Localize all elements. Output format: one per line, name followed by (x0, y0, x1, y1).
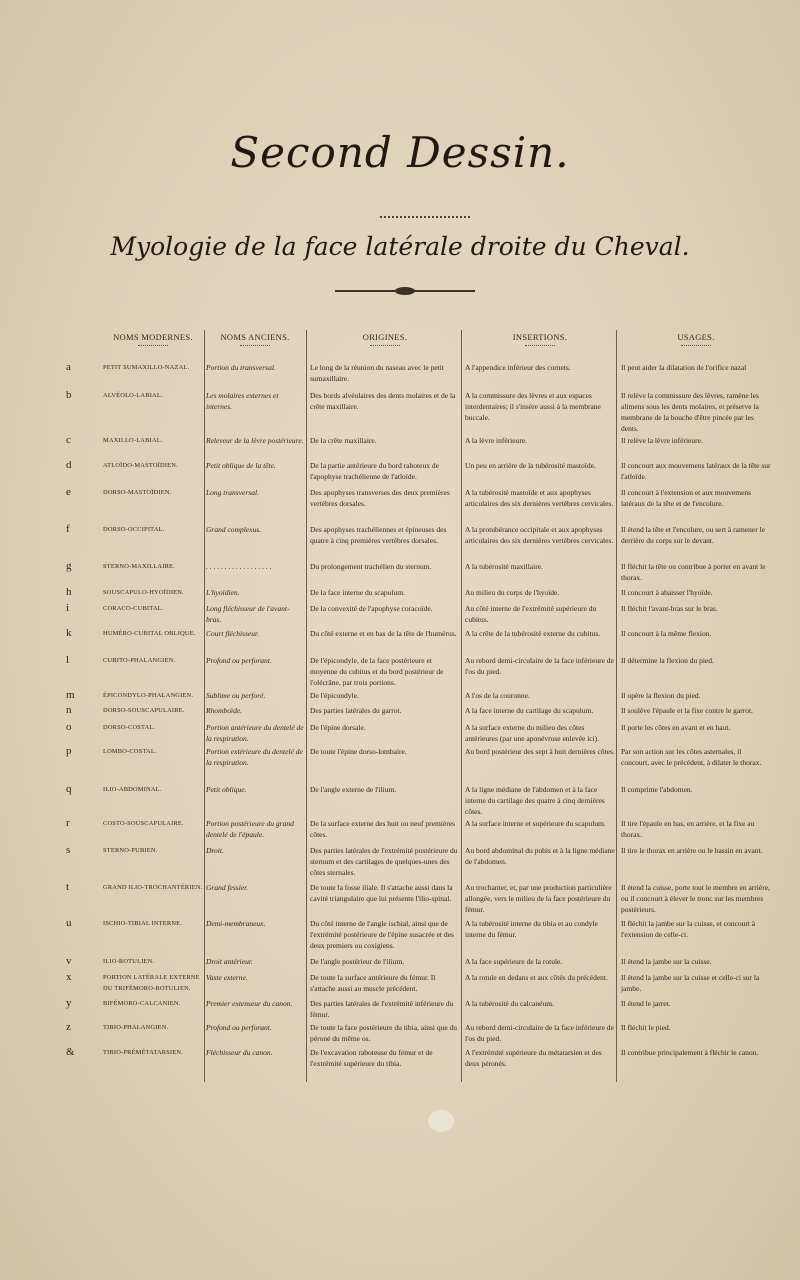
modern-name-cell: DORSO-OCCIPITAL. (103, 526, 165, 533)
ancient-name-cell: Fléchisseur du canon. (206, 1048, 273, 1057)
insertion-cell: Au trochanter, et, par une production particulière allongée, vers le milieu de la face postérieure du fémur. (465, 883, 612, 914)
row-letter: r (66, 817, 70, 829)
ancient-name-cell: Portion antérieure du dentelé de la respiration. (206, 723, 304, 743)
row-letter: d (66, 459, 72, 471)
row-letter: u (66, 917, 72, 929)
ancient-name-cell: Rhomboïde. (206, 706, 243, 715)
row-letter: b (66, 389, 72, 401)
usage-cell: Il étend la tête et l'encolure, ou sert à ramener le derrière du corps sur le devant. (621, 525, 765, 545)
header-insertions: INSERTIONS. (465, 332, 615, 346)
usage-cell: Il concourt à abaisser l'hyoïde. (621, 588, 713, 597)
modern-name-cell: ATLOÏDO-MASTOÏDIEN. (103, 462, 178, 469)
origin-cell: De l'excavation raboteuse du fémur et de l'extrémité supérieure du tibia. (310, 1048, 433, 1068)
ancient-name-cell: Sublime ou perforé. (206, 691, 266, 700)
insertion-cell: A la protubérance occipitale et aux apophyses articulaires des six dernières vertèbres cervicales. (465, 525, 614, 545)
modern-name-cell: ILIO-ROTULIEN. (103, 958, 155, 965)
origin-cell: De l'épicondyle. (310, 691, 359, 700)
origin-cell: De l'angle postérieur de l'ilium. (310, 957, 405, 966)
insertion-cell: A la lèvre inférieure. (465, 436, 528, 445)
ancient-name-cell: Droit. (206, 846, 224, 855)
column-divider (616, 330, 617, 1082)
row-letter: x (66, 971, 72, 983)
modern-name-cell: HUMÉRO-CUBITAL OBLIQUE. (103, 630, 196, 637)
origin-cell: De la convexité de l'apophyse coracoïde. (310, 604, 433, 613)
origin-cell: De la face interne du scapulum. (310, 588, 405, 597)
modern-name-cell: ALVÉOLO-LABIAL. (103, 392, 163, 399)
row-letter: t (66, 881, 70, 893)
usage-cell: Il relève la lèvre inférieure. (621, 436, 703, 445)
usage-cell: Il tire le thorax en arrière ou le bassin en avant. (621, 846, 763, 855)
usage-cell: Il étend la jambe sur la cuisse et celle-ci sur la jambe. (621, 973, 760, 993)
modern-name-cell: PETIT SUMAXILLO-NAZAL. (103, 364, 190, 371)
origin-cell: Des apophyses trachéliennes et épineuses des quatre à cinq premières vertèbres dorsales. (310, 525, 447, 545)
origin-cell: De l'épine dorsale. (310, 723, 366, 732)
origin-cell: Des bords alvéolaires des dents molaires et de la crête maxillaire. (310, 391, 456, 411)
insertion-cell: A la rotule en dedans et aux côtés du précédent. (465, 973, 608, 982)
insertion-cell: A la tubérosité interne du tibia et au condyle interne du fémur. (465, 919, 598, 939)
ancient-name-cell: Portion du transversal. (206, 363, 276, 372)
origin-cell: De toute la face postérieure du tibia, ainsi que du péroné du même os. (310, 1023, 458, 1043)
origin-cell: Des parties latérales du garrot. (310, 706, 402, 715)
usage-cell: Il concourt aux mouvemens latéraux de la tête sur l'atloïde. (621, 461, 771, 481)
row-letter: z (66, 1021, 71, 1033)
header-modern-names: NOMS MODERNES. (103, 332, 203, 346)
header-origins: ORIGINES. (310, 332, 460, 346)
insertion-cell: A la tubérosité mastoïde et aux apophyses articulaires des six dernières vertèbres cervicales. (465, 488, 614, 508)
modern-name-cell: ÉPICONDYLO-PHALANGIEN. (103, 692, 194, 699)
insertion-cell: A la tubérosité du calcanéum. (465, 999, 554, 1008)
row-letter: y (66, 997, 72, 1009)
usage-cell: Il relève la commissure des lèvres, ramène les alimens sous les dents molaires, et préserve la membrane de la bouche d'être pincée par les dents. (621, 391, 759, 433)
row-letter: s (66, 844, 71, 856)
usage-cell: Il concourt à la même flexion. (621, 629, 712, 638)
insertion-cell: Au bord postérieur des sept à huit dernières côtes. (465, 747, 615, 756)
modern-name-cell: ISCHIO-TIBIAL INTERNE. (103, 920, 183, 927)
page-subtitle: Myologie de la face latérale droite du Cheval. (110, 232, 690, 261)
modern-name-cell: SOUSCAPULO-HYOÏDIEN. (103, 589, 184, 596)
row-letter: v (66, 955, 72, 967)
insertion-cell: Au bord abdominal du pubis et à la ligne médiane de l'abdomen. (465, 846, 615, 866)
modern-name-cell: DORSO-SOUSCAPULAIRE. (103, 707, 185, 714)
insertion-cell: A la tubérosité maxillaire. (465, 562, 543, 571)
row-letter: l (66, 654, 70, 666)
modern-name-cell: TIBIO-PHALANGIEN. (103, 1024, 169, 1031)
usage-cell: Il comprime l'abdomen. (621, 785, 693, 794)
row-letter: & (66, 1046, 75, 1058)
insertion-cell: Au milieu du corps de l'hyoïde. (465, 588, 560, 597)
insertion-cell: Au rebord demi-circulaire de la face inférieure de l'os du pied. (465, 656, 614, 676)
paper-stain (428, 1110, 454, 1132)
modern-name-cell: DORSO-COSTAL. (103, 724, 156, 731)
title-ornament (380, 210, 470, 218)
usage-cell: Il étend la cuisse, porte tout le membre en arrière, ou il concourt à élever le tronc sur les membres postérieurs. (621, 883, 770, 914)
column-divider (306, 330, 307, 1082)
origin-cell: De l'épicondyle, de la face postérieure et moyenne du cubitus et du bord postérieur de l'olécrâne, par trois portions. (310, 656, 444, 687)
ancient-name-cell: Petit oblique de la tête. (206, 461, 276, 470)
origin-cell: Du côté interne de l'angle ischial, ainsi que de l'extrémité postérieure de l'épine susacrée et des deux premiers ou coxigiens. (310, 919, 454, 950)
origin-cell: De l'angle externe de l'ilium. (310, 785, 397, 794)
modern-name-cell: STERNO-PUBIEN. (103, 847, 158, 854)
insertion-cell: A l'os de la couronne. (465, 691, 530, 700)
insertion-cell: A la crête de la tubérosité externe du cubitus. (465, 629, 601, 638)
usage-cell: Il étend le jarret. (621, 999, 671, 1008)
modern-name-cell: PORTION LATÉRALE EXTERNE DU TRIFÉMORO-ROTULIEN. (103, 974, 200, 992)
usage-cell: Il fléchit la jambe sur la cuisse, et concourt à l'extension de celle-ci. (621, 919, 756, 939)
ancient-name-cell: Releveur de la lèvre postérieure. (206, 436, 304, 445)
insertion-cell: Au côté interne de l'extrémité supérieure du cubitus. (465, 604, 597, 624)
modern-name-cell: MAXILLO-LABIAL. (103, 437, 163, 444)
ancient-name-cell: Portion postérieure du grand dentelé de l'épaule. (206, 819, 294, 839)
usage-cell: Il fléchit l'avant-bras sur le bras. (621, 604, 718, 613)
usage-cell: Il peut aider la dilatation de l'orifice nazal (621, 363, 747, 372)
row-letter: c (66, 434, 71, 446)
usage-cell: Par son action sur les côtes asternales, il concourt, avec le précédent, à dilater le thorax. (621, 747, 762, 767)
row-letter: i (66, 602, 70, 614)
origin-cell: Des parties latérales de l'extrémité inférieure du fémur. (310, 999, 454, 1019)
row-letter: h (66, 586, 72, 598)
modern-name-cell: LOMBO-COSTAL. (103, 748, 157, 755)
origin-cell: Du côté externe et en bas de la tête de l'humérus. (310, 629, 457, 638)
origin-cell: De toute l'épine dorso-lombaire. (310, 747, 407, 756)
ancient-name-cell: Long fléchisseur de l'avant-bras. (206, 604, 290, 624)
insertion-cell: A l'extrémité supérieure du métatarsien et des deux péronés. (465, 1048, 602, 1068)
ancient-name-cell: Court fléchisseur. (206, 629, 259, 638)
row-letter: p (66, 745, 72, 757)
header-ancient-names: NOMS ANCIENS. (206, 332, 304, 346)
modern-name-cell: COSTO-SOUSCAPULAIRE. (103, 820, 184, 827)
insertion-cell: A la face interne du cartilage du scapulum. (465, 706, 594, 715)
origin-cell: De la surface externe des huit ou neuf premières côtes. (310, 819, 455, 839)
origin-cell: Du prolongement trachélien du sternum. (310, 562, 432, 571)
row-letter: q (66, 783, 72, 795)
insertion-cell: A la face supérieure de la rotule. (465, 957, 563, 966)
usage-cell: Il opère la flexion du pied. (621, 691, 701, 700)
usage-cell: Il contribue principalement à fléchir le canon. (621, 1048, 759, 1057)
usage-cell: Il tire l'épaule en bas, en arrière, et la fixe au thorax. (621, 819, 755, 839)
row-letter: g (66, 560, 72, 572)
row-letter: f (66, 523, 70, 535)
row-letter: m (66, 689, 75, 701)
modern-name-cell: BIFÉMORO-CALCANIEN. (103, 1000, 181, 1007)
ancient-name-cell: . . . . . . . . . . . . . . . . . . (206, 562, 272, 571)
row-letter: e (66, 486, 71, 498)
usage-cell: Il fléchit le pied. (621, 1023, 671, 1032)
insertion-cell: A la surface externe du milieu des côtes antérieures (par une aponévrose enlevée ici). (465, 723, 600, 743)
subtitle-ornament (335, 290, 475, 292)
origin-cell: De la partie antérieure du bord raboteux de l'apophyse trachélienne de l'atloïde. (310, 461, 439, 481)
modern-name-cell: TIBIO-PRÉMÉTATARSIEN. (103, 1049, 184, 1056)
modern-name-cell: ILIO-ABDOMINAL. (103, 786, 162, 793)
insertion-cell: A la surface interne et supérieure du scapulum. (465, 819, 606, 828)
usage-cell: Il détermine la flexion du pied. (621, 656, 714, 665)
insertion-cell: Un peu en arrière de la tubérosité mastoïde. (465, 461, 596, 470)
row-letter: n (66, 704, 72, 716)
ancient-name-cell: Grand complexus. (206, 525, 261, 534)
origin-cell: De toute la surface antérieure du fémur. Il s'attache aussi au muscle précédent. (310, 973, 436, 993)
usage-cell: Il porte les côtes en avant et en haut. (621, 723, 731, 732)
usage-cell: Il concourt à l'extension et aux mouvemens latéraux de la tête et de l'encolure. (621, 488, 752, 508)
usage-cell: Il soulève l'épaule et la fixe contre le garrot. (621, 706, 753, 715)
row-letter: k (66, 627, 72, 639)
ancient-name-cell: Profond ou perforant. (206, 656, 272, 665)
page-title: Second Dessin. (230, 128, 570, 177)
origin-cell: Des parties latérales de l'extrémité postérieure du sternum et des cartilages de quelques-unes des côtes sternales. (310, 846, 458, 877)
origin-cell: Le long de la réunion du naseau avec le petit sumaxillaire. (310, 363, 444, 383)
ancient-name-cell: Petit oblique. (206, 785, 247, 794)
insertion-cell: Au rebord demi-circulaire de la face inférieure de l'os du pied. (465, 1023, 614, 1043)
ancient-name-cell: Long transversal. (206, 488, 259, 497)
column-divider (204, 330, 205, 1082)
modern-name-cell: CUBITO-PHALANGIEN. (103, 657, 176, 664)
ancient-name-cell: Profond ou perforant. (206, 1023, 272, 1032)
row-letter: o (66, 721, 72, 733)
modern-name-cell: STERNO-MAXILLAIRE. (103, 563, 175, 570)
ancient-name-cell: L'hyoïdien. (206, 588, 240, 597)
header-usages: USAGES. (621, 332, 771, 346)
ancient-name-cell: Portion extérieure du dentelé de la respiration. (206, 747, 303, 767)
origin-cell: Des apophyses transverses des deux premières vertèbres dorsales. (310, 488, 450, 508)
modern-name-cell: GRAND ILIO-TROCHANTÉRIEN. (103, 884, 203, 891)
column-divider (461, 330, 462, 1082)
origin-cell: De la crête maxillaire. (310, 436, 377, 445)
modern-name-cell: CORACO-CUBITAL. (103, 605, 164, 612)
row-letter: a (66, 361, 71, 373)
origin-cell: De toute la fosse iliale. Il s'attache aussi dans la cavité triangulaire que lui présente l'ilio-spinal. (310, 883, 453, 903)
ancient-name-cell: Demi-membraneux. (206, 919, 266, 928)
ancient-name-cell: Grand fessier. (206, 883, 249, 892)
modern-name-cell: DORSO-MASTOÏDIEN. (103, 489, 172, 496)
insertion-cell: A l'appendice inférieur des cornets. (465, 363, 571, 372)
usage-cell: Il étend la jambe sur la cuisse. (621, 957, 712, 966)
ancient-name-cell: Premier extenseur du canon. (206, 999, 293, 1008)
ancient-name-cell: Droit antérieur. (206, 957, 253, 966)
ancient-name-cell: Les molaires externes et internes. (206, 391, 279, 411)
insertion-cell: A la ligne médiane de l'abdomen et à la face interne du cartilage des quatre à cinq dernières côtes. (465, 785, 605, 816)
usage-cell: Il fléchit la tête ou contribue à porter en avant le thorax. (621, 562, 766, 582)
ancient-name-cell: Vaste externe. (206, 973, 248, 982)
insertion-cell: A la commissure des lèvres et aux espaces interdentaires; il s'insère aussi à la membrane buccale. (465, 391, 601, 422)
